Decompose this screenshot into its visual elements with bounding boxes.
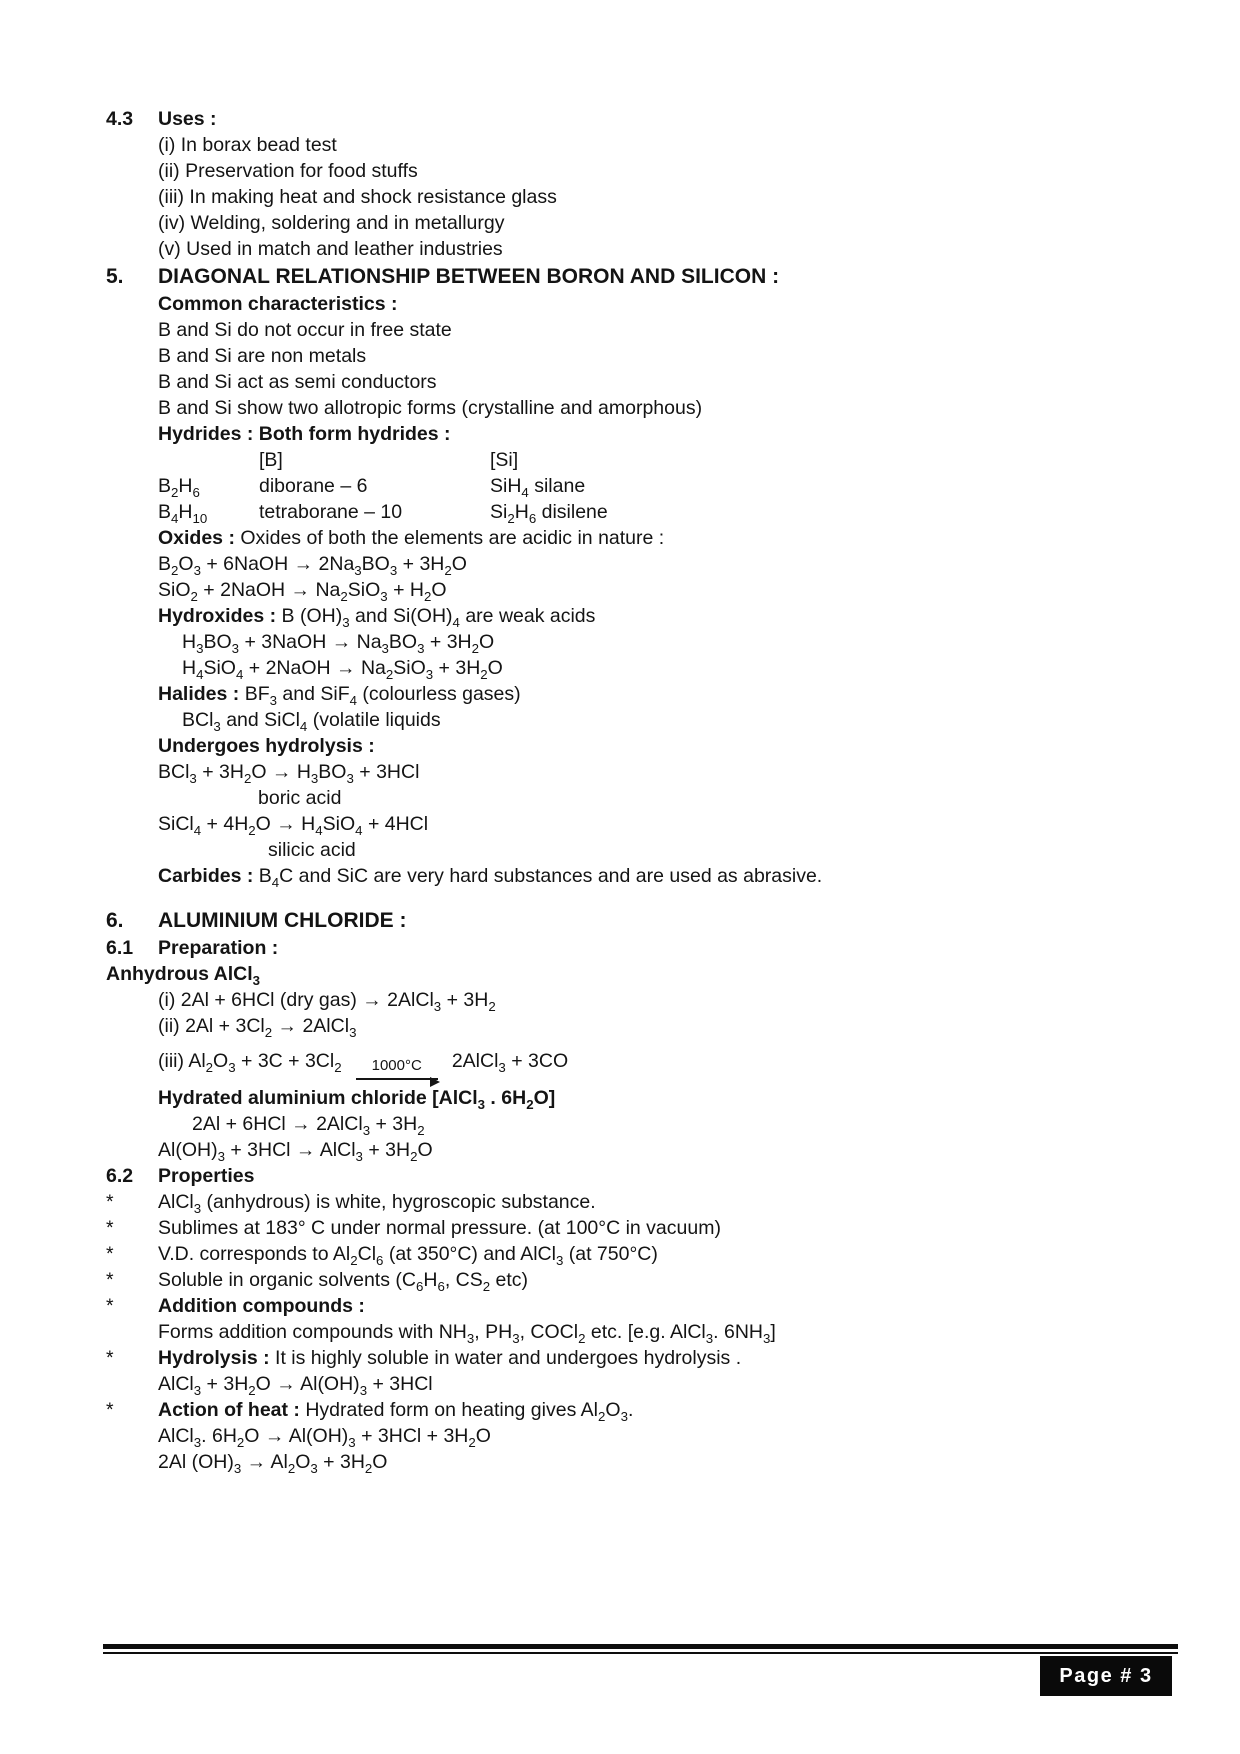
subscript: 2 (334, 1059, 342, 1075)
bullet-marker: * (106, 1216, 114, 1239)
subscript: 3 (477, 1096, 486, 1112)
text-line: * Sublimes at 183° C under normal pressure. (at 100°C in vacuum) (106, 1216, 721, 1239)
text-segment: ALUMINIUM CHLORIDE : (158, 909, 407, 932)
subscript: 2 (248, 822, 256, 838)
subscript: 6 (376, 1252, 384, 1268)
subscript: 2 (171, 484, 179, 500)
subscript: 2 (205, 1059, 214, 1075)
subscript: 2 (350, 1252, 358, 1268)
text-segment: Action of heat : (158, 1398, 300, 1421)
text-line: (i) In borax bead test (158, 134, 337, 156)
text-line (0, 961, 1240, 987)
text-line (0, 1293, 1240, 1319)
subscript: 4 (521, 484, 529, 500)
subscript: 3 (310, 1460, 318, 1476)
text-line (0, 1085, 1240, 1111)
text-segment: Halides : (158, 683, 240, 705)
subscript: 3 (555, 1252, 564, 1268)
text-line: SiCl$_4$ + $4H_2O \to H_4SiO_4 + 4HCl$ (158, 813, 429, 838)
subscript: 3 (512, 1330, 520, 1346)
subscript: 2 (423, 588, 432, 604)
hydride-table-row (0, 447, 1240, 473)
subscript: 3 (354, 562, 362, 578)
bullet-marker: * (106, 1268, 114, 1291)
subscript: 2 (482, 1278, 491, 1294)
subscript: 2 (417, 1122, 425, 1138)
text-segment: Undergoes hydrolysis : (158, 735, 375, 757)
subscript: 3 (193, 562, 201, 578)
subscript: 3 (217, 1148, 225, 1164)
subscript: 3 (342, 614, 350, 630)
subscript: 3 (189, 770, 197, 786)
bullet-marker: * (106, 1242, 114, 1265)
text-line: * Action of heat : Hydrated form on heating gives $Al_2O_3$. (106, 1398, 634, 1424)
subscript: 6 (192, 484, 200, 500)
table-cell: [Si] (490, 449, 519, 471)
section-number: 6.1 (106, 937, 134, 959)
section-number: 6.2 (106, 1164, 134, 1187)
subscript: 3 (355, 1148, 363, 1164)
text-line: (iv) Welding, soldering and in metallurgy (158, 212, 505, 234)
subscript: 6 (415, 1278, 424, 1294)
section-heading (0, 262, 1240, 291)
subscript: 4 (271, 874, 280, 890)
subscript: 3 (310, 770, 319, 786)
subscript: 2 (385, 666, 394, 682)
text-line: Hydroxides : B $(OH)_3$ and $Si(OH)_4$ are weak acids (158, 605, 596, 630)
subscript: 4 (235, 666, 244, 682)
subscript: 2 (171, 562, 179, 578)
text-segment: Uses : (158, 108, 217, 130)
subscript: 2 (480, 666, 488, 682)
subscript: 3 (763, 1330, 771, 1346)
text-line: (v) Used in match and leather industries (158, 238, 503, 260)
subscript: 3 (231, 640, 240, 656)
subscript: 3 (359, 1382, 368, 1398)
text-line: $Al(OH)_3 + 3HCl$ → AlCl$_3$ + $3H_2O$ (158, 1138, 433, 1164)
text-line: silicic acid (268, 839, 356, 861)
subscript: 3 (228, 1059, 236, 1075)
subscript: 3 (346, 770, 354, 786)
subscript: 3 (213, 718, 221, 734)
text-line (0, 421, 1240, 447)
subscript: 2 (236, 1434, 245, 1450)
subscript: 2 (488, 998, 496, 1014)
reaction-condition-arrow-icon (356, 1058, 438, 1080)
table-cell: tetraborane – 10 (259, 501, 403, 523)
text-segment: O] (533, 1086, 556, 1109)
text-line: BCl$_3$ and SiCl$_4$ (volatile liquids (182, 709, 441, 734)
text-line: $H_4SiO_4$ + 2NaOH → $Na_2SiO_3 + 3H_2O$ (182, 657, 503, 682)
subscript: 2 (190, 588, 198, 604)
subscript: 4 (171, 510, 179, 526)
table-cell: $Si_2H_6$ disilene (490, 501, 608, 526)
text-line: B and Si are non metals (158, 345, 367, 367)
table-cell: SiH$_4$ silane (490, 475, 586, 500)
subscript: 2 (507, 510, 515, 526)
text-line: * Hydrolysis : It is highly soluble in water and undergoes hydrolysis . (106, 1346, 742, 1369)
text-line: $B_2O_3$ + 6NaOH → $2Na_3BO_3 + 3H_2O$ (158, 553, 467, 578)
text-line: * V.D. corresponds to $Al_2Cl_6$ (at 350°C) and AlCl$_3$ (at 750°C) (106, 1242, 658, 1268)
text-line: $H_3BO_3$ + 3NaOH → $Na_3BO_3 + 3H_2O$ (182, 631, 495, 656)
text-segment: Hydrides : Both form hydrides : (158, 423, 451, 445)
text-segment: Common characteristics : (158, 293, 398, 315)
text-line: B and Si do not occur in free state (158, 319, 452, 341)
text-line: 2Al $(OH)_3 \to Al_2O_3 + 3H_2O$ (158, 1450, 388, 1476)
section-number: 6. (106, 909, 124, 932)
text-line (0, 291, 1240, 317)
text-segment: DIAGONAL RELATIONSHIP BETWEEN BORON AND SILICON : (158, 265, 780, 288)
subscript: 2 (264, 1024, 273, 1040)
subscript: 2 (578, 1330, 586, 1346)
table-cell: $B_4H_{10}$ (158, 501, 208, 526)
subscript: 3 (196, 640, 204, 656)
section-number: 5. (106, 265, 124, 288)
subscript: 3 (252, 972, 260, 988)
text-line: Halides : $BF_3$ and SiF$_4$ (colourless gases) (158, 683, 521, 708)
text-segment: Carbides : (158, 865, 254, 887)
subscript: 4 (193, 822, 202, 838)
text-line (0, 733, 1240, 759)
text-segment: Anhydrous AlCl (106, 963, 253, 985)
subscript: 3 (349, 1024, 357, 1040)
subscript: 3 (425, 666, 434, 682)
text-line: boric acid (258, 787, 342, 809)
hydride-table-row (0, 473, 1240, 499)
subscript: 3 (417, 640, 425, 656)
subscript: 3 (193, 1382, 202, 1398)
text-segment: Hydrated aluminium chloride [AlCl (158, 1086, 478, 1109)
subscript: 2 (340, 588, 348, 604)
subscript: 3 (362, 1122, 371, 1138)
subscript: 2 (287, 1460, 296, 1476)
text-line: (iii) In making heat and shock resistance glass (158, 186, 557, 208)
subscript: 6 (437, 1278, 445, 1294)
text-line: Carbides : $B_4C$ and SiC are very hard substances and are used as abrasive. (158, 865, 823, 890)
text-line: (ii) $2Al + 3Cl_2$ → 2AlCl$_3$ (158, 1015, 357, 1040)
subscript: 2 (243, 770, 252, 786)
subscript: 2 (468, 1434, 476, 1450)
subscript: 2 (598, 1408, 606, 1424)
subscript: 3 (389, 562, 398, 578)
subscript: 2 (410, 1148, 418, 1164)
subscript: 3 (705, 1330, 714, 1346)
subscript: 2 (471, 640, 480, 656)
text-segment: Oxides : (158, 527, 235, 549)
subscript: 4 (349, 692, 357, 708)
subscript: 4 (299, 718, 308, 734)
subscript: 4 (196, 666, 204, 682)
footer-rule-thin (103, 1652, 1178, 1654)
text-line: (ii) Preservation for food stuffs (158, 160, 418, 182)
subscript: 2 (364, 1460, 373, 1476)
subscript: 2 (248, 1382, 256, 1398)
text-line: Forms addition compounds with $NH_3$, $PH_3$, COCl$_2$ etc. [e.g. AlCl$_3$. $6NH_3$] (158, 1320, 776, 1346)
text-segment: . 6H (485, 1086, 527, 1109)
text-line: B and Si show two allotropic forms (crystalline and amorphous) (158, 397, 703, 419)
section-heading (0, 906, 1240, 935)
page-number-badge: Page # 3 (1040, 1656, 1172, 1696)
text-line: Oxides : Oxides of both the elements are acidic in nature : (158, 527, 665, 549)
text-line: B and Si act as semi conductors (158, 371, 437, 393)
table-cell: $B_2H_6$ (158, 475, 200, 500)
subscript: 10 (192, 510, 208, 526)
subscript: 3 (193, 1200, 202, 1216)
subscript: 3 (433, 998, 442, 1014)
hydride-table-row (0, 499, 1240, 525)
subscript: 4 (452, 614, 460, 630)
subscript: 4 (355, 822, 363, 838)
subscript: 6 (528, 510, 537, 526)
text-line: AlCl$_3$ + $3H_2O \to Al(OH)_3 + 3HCl$ (158, 1372, 433, 1398)
subscript: 2 (526, 1096, 534, 1112)
table-cell: [B] (259, 449, 283, 471)
text-line: * Soluble in organic solvents ($C_6H_6$, $CS_2$ etc) (106, 1268, 529, 1294)
text-line: SiO$_2$ + 2NaOH → $Na_2SiO_3 + H_2O$ (158, 579, 447, 604)
section-number: 4.3 (106, 108, 134, 130)
table-cell: diborane – 6 (259, 475, 368, 497)
text-line: (i) 2Al + 6HCl (dry gas) → 2AlCl$_3$ + $3H_2$ (158, 989, 496, 1014)
text-segment: Addition compounds : (158, 1294, 365, 1317)
text-line: * AlCl$_3$ (anhydrous) is white, hygroscopic substance. (106, 1190, 596, 1216)
subscript: 3 (380, 588, 388, 604)
subscript: 3 (348, 1434, 356, 1450)
subscript: 3 (269, 692, 277, 708)
bullet-marker: * (106, 1294, 114, 1317)
subscript: 3 (620, 1408, 628, 1424)
text-line: $BCl_3 + 3H_2O \to H_3BO_3 + 3HCl$ (158, 761, 420, 786)
text-segment: Preparation : (158, 937, 279, 959)
subsection-heading (0, 935, 1240, 961)
text-segment: Hydrolysis : (158, 1346, 270, 1369)
text-line: AlCl$_3$. $6H_2O \to Al(OH)_3 + 3HCl + 3H_2O$ (158, 1424, 491, 1450)
bullet-marker: * (106, 1190, 114, 1213)
subscript: 3 (498, 1059, 506, 1075)
subscript: 3 (193, 1434, 202, 1450)
text-line: (iii) $Al_2O_3 + 3C + 3Cl_2$ 1000°C 2AlCl$_3$ + 3CO (0, 1039, 1240, 1085)
text-line: 2Al + 6HCl → 2AlCl$_3$ + $3H_2$ (192, 1112, 425, 1138)
text-segment: Properties (158, 1164, 255, 1187)
subsection-heading (0, 106, 1240, 132)
footer-rule-thick (103, 1644, 1178, 1649)
bullet-marker: * (106, 1346, 114, 1369)
reaction-condition-label: 1000°C (356, 1058, 438, 1080)
bullet-marker: * (106, 1398, 114, 1421)
subscript: 3 (381, 640, 389, 656)
subscript: 2 (444, 562, 452, 578)
subscript: 3 (466, 1330, 475, 1346)
text-segment: Hydroxides : (158, 605, 277, 627)
subsection-heading (0, 1163, 1240, 1189)
subscript: 3 (233, 1460, 242, 1476)
subscript: 4 (315, 822, 323, 838)
